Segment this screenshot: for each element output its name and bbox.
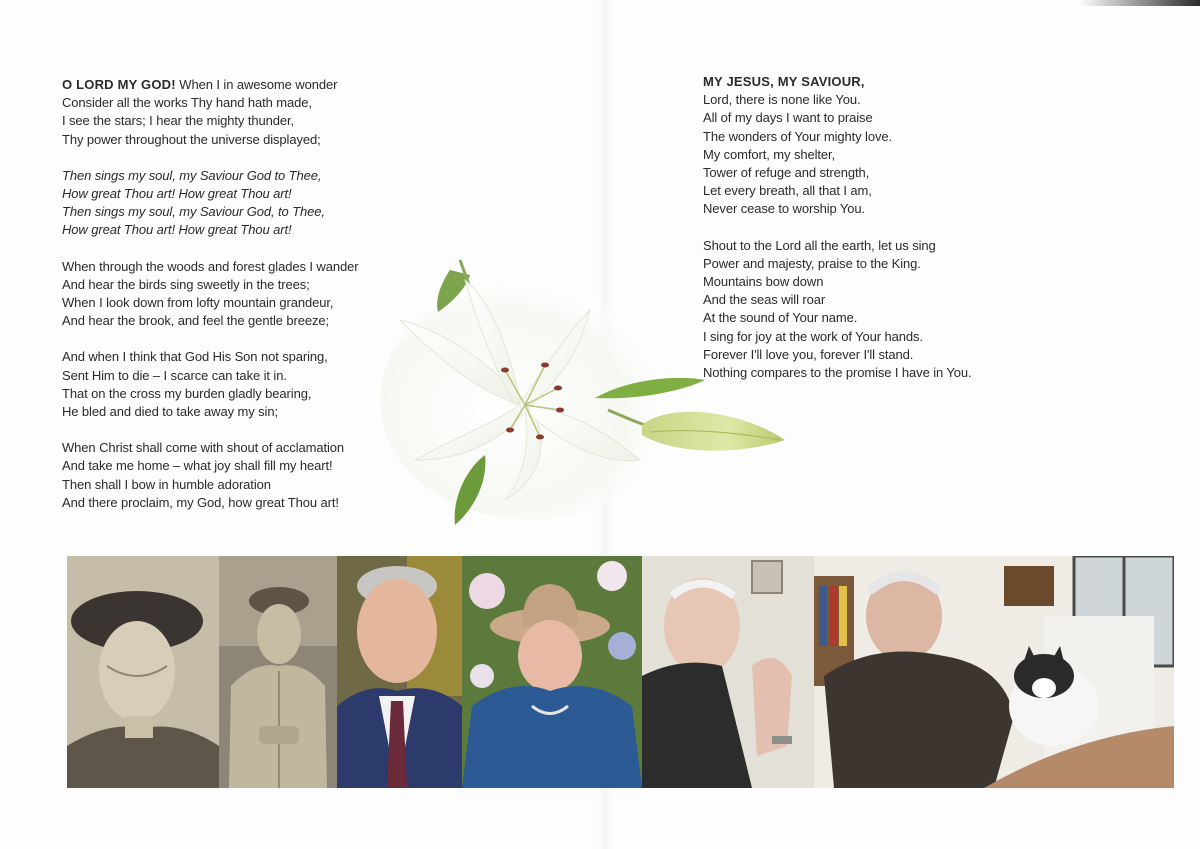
hymn-title: O LORD MY GOD! bbox=[62, 77, 176, 92]
verse-line: Mountains bow down bbox=[703, 274, 824, 290]
verse-line: That on the cross my burden gladly bearing, bbox=[62, 385, 312, 401]
verse-line: My comfort, my shelter, bbox=[703, 146, 836, 162]
verse-line: Tower of refuge and strength, bbox=[703, 165, 870, 181]
verse-line: I see the stars; I hear the mighty thunder, bbox=[62, 113, 294, 129]
verse-line: And the seas will roar bbox=[703, 292, 826, 308]
verse-line: Then sings my soul, my Saviour God, to Thee, bbox=[62, 204, 325, 220]
verse-line: Nothing compares to the promise I have in You. bbox=[703, 365, 972, 381]
portrait-uniform-icon bbox=[219, 556, 337, 788]
verse-line: He bled and died to take away my sin; bbox=[62, 404, 278, 420]
portrait-suit-icon bbox=[337, 556, 462, 788]
portrait-cat-icon bbox=[814, 556, 1174, 788]
stanza bbox=[62, 258, 358, 331]
verse-text: When I in awesome wonder bbox=[175, 77, 338, 92]
stanza bbox=[703, 73, 972, 219]
verse-line bbox=[62, 76, 358, 94]
verse-line: Forever I'll love you, forever I'll stand. bbox=[703, 346, 914, 362]
portrait-indoor-icon bbox=[642, 556, 814, 788]
stanza bbox=[62, 348, 358, 421]
scan-edge bbox=[1080, 0, 1200, 6]
verse-line: When Christ shall come with shout of acclamation bbox=[62, 440, 345, 456]
verse-line: All of my days I want to praise bbox=[703, 110, 873, 126]
verse-line: The wonders of Your mighty love. bbox=[703, 128, 893, 144]
stanza bbox=[62, 167, 358, 240]
verse-line: Thy power throughout the universe displayed; bbox=[62, 131, 321, 147]
verse-line: Power and majesty, praise to the King. bbox=[703, 255, 921, 271]
verse-line: I sing for joy at the work of Your hands. bbox=[703, 328, 923, 344]
verse-line: How great Thou art! How great Thou art! bbox=[62, 222, 292, 238]
verse-line: Sent Him to die – I scarce can take it in. bbox=[62, 367, 287, 383]
hymn-title: MY JESUS, MY SAVIOUR, bbox=[703, 74, 865, 89]
verse-line: Consider all the works Thy hand hath made, bbox=[62, 95, 312, 111]
verse-line: When through the woods and forest glades I wander bbox=[62, 258, 359, 274]
verse-line: How great Thou art! How great Thou art! bbox=[62, 186, 292, 202]
portrait-beret-icon bbox=[67, 556, 219, 788]
stanza bbox=[62, 76, 358, 149]
verse-line: And hear the brook, and feel the gentle breeze; bbox=[62, 313, 330, 329]
photo-strip bbox=[67, 556, 1174, 788]
stanza bbox=[62, 439, 358, 512]
verse-line: And hear the birds sing sweetly in the trees; bbox=[62, 276, 310, 292]
portrait-hat-icon bbox=[462, 556, 642, 788]
verse-line: Let every breath, all that I am, bbox=[703, 183, 872, 199]
verse-line: At the sound of Your name. bbox=[703, 310, 858, 326]
hymn-how-great-thou-art bbox=[62, 76, 358, 530]
verse-line: Lord, there is none like You. bbox=[703, 92, 861, 108]
verse-line: And take me home – what joy shall fill my heart! bbox=[62, 458, 333, 474]
verse-line: When I look down from lofty mountain grandeur, bbox=[62, 295, 334, 311]
verse-line: Shout to the Lord all the earth, let us sing bbox=[703, 237, 936, 253]
lily-icon bbox=[380, 240, 800, 540]
verse-line: And there proclaim, my God, how great Thou art! bbox=[62, 494, 339, 510]
verse-line: Never cease to worship You. bbox=[703, 201, 866, 217]
verse-line: Then sings my soul, my Saviour God to Thee, bbox=[62, 167, 322, 183]
verse-line bbox=[703, 73, 972, 91]
verse-line: And when I think that God His Son not sparing, bbox=[62, 349, 328, 365]
verse-line: Then shall I bow in humble adoration bbox=[62, 476, 271, 492]
